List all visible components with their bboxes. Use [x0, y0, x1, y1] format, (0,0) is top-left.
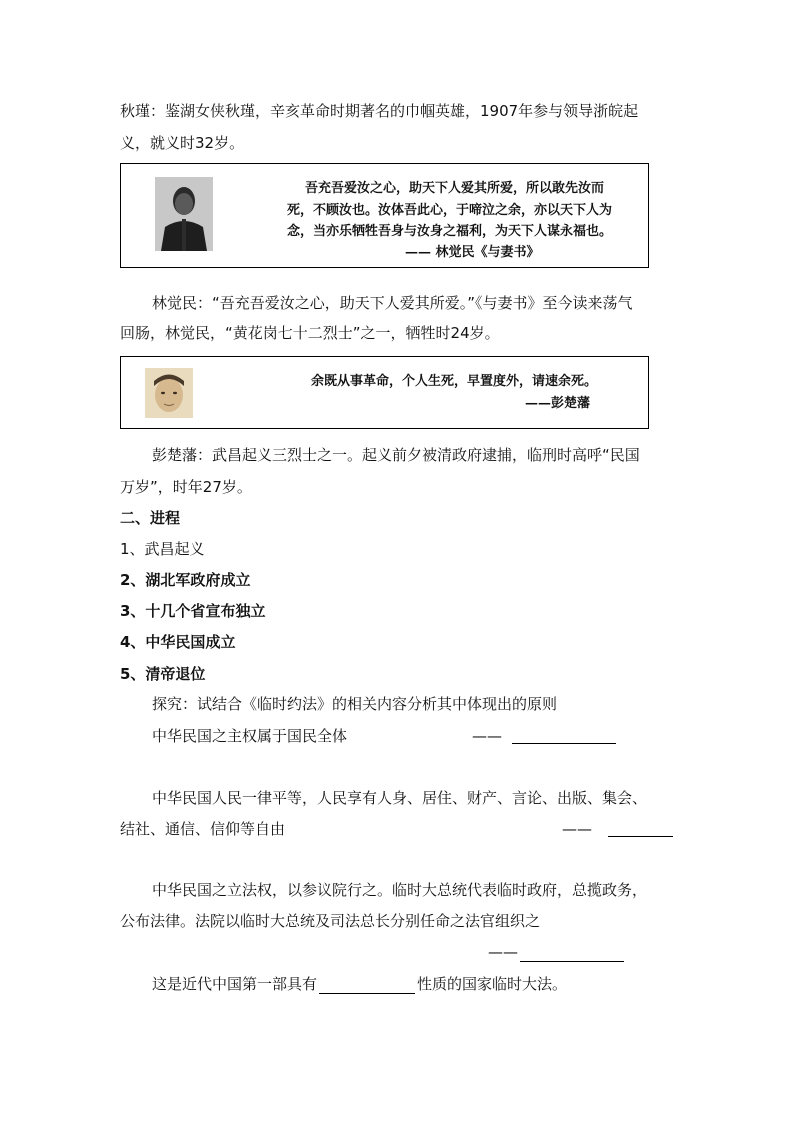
explore-item-3-blank[interactable] — [520, 945, 624, 962]
explore-item-2-line-1: 中华民国人民一律平等，人民享有人身、居住、财产、言论、出版、集会、 — [152, 789, 648, 807]
peng-quote-line-1: 余既从事革命，个人生死，早置度外，请速余死。 — [311, 374, 598, 389]
peng-quote-attribution: ——彭楚藩 — [525, 396, 591, 411]
explore-item-1-blank[interactable] — [512, 727, 616, 744]
explore-item-3-line-2: 公布法律。法院以临时大总统及司法总长分别任命之法官组织之 — [120, 912, 541, 930]
lin-quote-line-2: 死，不顾汝也。汝体吾此心，于啼泣之余，亦以天下人为 — [287, 203, 613, 218]
lin-quote-line-1: 吾充吾爱汝之心，助天下人爱其所爱，所以敢先汝而 — [305, 181, 605, 196]
explore-item-3-dash: —— — [488, 943, 518, 961]
explore-prompt: 探究：试结合《临时约法》的相关内容分析其中体现出的原则 — [152, 695, 558, 713]
explore-conclusion-before: 这是近代中国第一部具有 — [152, 975, 318, 993]
qiujin-line-2: 义，就义时32岁。 — [120, 134, 245, 152]
explore-conclusion — [152, 974, 567, 994]
explore-conclusion-after: 性质的国家临时大法。 — [417, 975, 568, 993]
peng-quote-box — [120, 356, 649, 429]
section-title: 二、进程 — [120, 509, 181, 527]
process-item-1: 1、武昌起义 — [120, 540, 205, 558]
lin-para-line-1: 林觉民：“吾充吾爱汝之心，助天下人爱其所爱。”《与妻书》至今读来荡气 — [152, 294, 633, 312]
process-item-3: 3、十几个省宣布独立 — [120, 602, 266, 620]
lin-juemin-portrait — [155, 177, 213, 251]
lin-quote-attribution: —— 林觉民《与妻书》 — [405, 245, 540, 260]
peng-para-line-1: 彭楚藩：武昌起义三烈士之一。起义前夕被清政府逮捕，临刑时高呼“民国 — [152, 446, 640, 464]
peng-chufan-portrait — [145, 368, 193, 418]
lin-quote-box — [120, 163, 649, 268]
explore-item-1-dash: —— — [472, 727, 502, 745]
lin-quote-line-3: 念，当亦乐牺牲吾身与汝身之福利，为天下人谋永福也。 — [287, 224, 613, 239]
explore-item-2-line-2: 结社、通信、信仰等自由 — [120, 820, 286, 838]
explore-item-2-dash: —— — [562, 820, 592, 838]
lin-para-line-2: 回肠，林觉民，“黄花岗七十二烈士”之一，牺牲时24岁。 — [120, 324, 500, 342]
explore-conclusion-blank[interactable] — [319, 977, 415, 994]
process-item-2: 2、湖北军政府成立 — [120, 571, 251, 589]
process-item-5: 5、清帝退位 — [120, 665, 206, 683]
explore-item-3-line-1: 中华民国之立法权，以参议院行之。临时大总统代表临时政府，总揽政务， — [152, 881, 648, 899]
explore-item-2-blank[interactable] — [608, 820, 673, 837]
explore-item-1: 中华民国之主权属于国民全体 — [152, 727, 348, 745]
peng-para-line-2: 万岁”，时年27岁。 — [120, 478, 252, 496]
process-item-4: 4、中华民国成立 — [120, 633, 236, 651]
qiujin-line-1: 秋瑾：鉴湖女侠秋瑾，辛亥革命时期著名的巾帼英雄，1907年参与领导浙皖起 — [120, 102, 639, 120]
